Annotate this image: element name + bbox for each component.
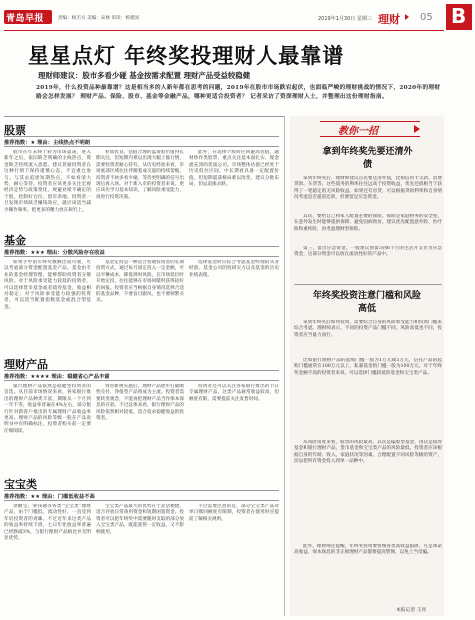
banner-arrow-icon xyxy=(414,125,420,133)
stock-title: 股票 xyxy=(4,124,26,137)
sidebar-heading-2: 年终奖投资注意门槛和风险高低 xyxy=(312,291,421,314)
sidebar-para-6: 从风险角度来看，股票的风险最高，其次是偏股型基金，再次是债券基金和银行理财产品，货币基金和宝宝类产品的风险最低。投资者应该根据自身的年龄、收入、家庭状况等因素，合理配置不同风险等级的资产，切忌把所有资金投入到单一品种中。 xyxy=(294,440,442,465)
right-margin xyxy=(447,34,475,620)
wealth-col-3: 投资者还可以关注各家银行推出的节日专属理财产品，这类产品通常收益较高，但额度有限，需要提前关注发售时间。 xyxy=(189,384,279,402)
editor-line: 责编：杨丕方 美编：宋林 审读：杨建国 xyxy=(58,16,140,21)
divider xyxy=(4,490,279,491)
sidebar-para-5: 比如银行理财产品的起购门槛一般为1万元或5万元，信托产品的起购门槛通常在100万元以上，私募基金的门槛一般为100万元。对于年终奖金额不高的投资者来说，可以选择门槛较低的基金和宝宝类产品。 xyxy=(294,358,442,376)
baobao-col-3: 不过需要注意的是，部分宝宝类产品对单日赎回额度有限制，投资者在使用时应提前了解相关规则。 xyxy=(189,504,279,522)
divider xyxy=(4,116,284,117)
page-number: 05 xyxy=(420,12,433,23)
sidebar-para-3: 第三，留出应急资金。一般建议预留3到6个月的生活开支作为应急资金，这部分资金可以放在流动性好的产品中。 xyxy=(294,246,442,258)
stock-col-3: 此外，在选择个股时应回避高估值、题材炒作类股票，重点关注基本面扎实、现金流充沛的优质公司。市场整体估值已经处于历史低位区间，中长期看具备一定配置价值，但短期震荡格局难以改变，建议分批布局，切忌追涨杀跌。 xyxy=(189,150,279,188)
stock-rating: 推荐指数：★ 理由：主线热点不明朗 xyxy=(4,140,91,146)
baobao-title: 宝宝类 xyxy=(4,478,37,491)
baobao-col-2: 宝宝类产品最大的优势在于灵活便捷，适合存放日常备用资金和短期闲置资金。投资者可以把年终奖中需要随时支取的部分放入宝宝类产品，既能获得一定收益，又不影响使用。 xyxy=(96,504,184,535)
section-name: 理财 xyxy=(378,13,400,26)
masthead xyxy=(0,0,475,32)
fund-rating: 推荐指数：★★★ 理由：分散风险存在收益 xyxy=(4,250,105,256)
subheadline: 理财师建议：股市多看少碰 基金按需求配置 理财产品受益较稳健 xyxy=(38,71,251,80)
divider xyxy=(4,256,279,257)
wealth-col-2: 资管新规实施后，理财产品逐步打破刚性兑付，净值型产品将成为主流。投资者需要转变观念，不能再把理财产品当作保本保息的存款。不过总体来看，银行理财产品的风险依然相对较低，适合追求稳健收益的投资者。 xyxy=(96,384,184,422)
divider xyxy=(4,500,279,501)
lede-paragraph: 2019年，什么投资品种最靠谱？这是相当多的人新年都在思考的问题，2019年在股市市场跌宕起伏，也面临严峻的理财挑战的情况下，2020年的理财路会怎样发展？ 理财产品、保险、股市、基金等金融产品，哪种更适合投资者？ 记者采访了资深理财人士，并整理出这份理财指南。 xyxy=(36,85,441,100)
baobao-col-1: 余额宝、零钱通等各类“宝宝类”理财产品，由于门槛低、流动性好，一直受到年轻投资者的青睐。不过近年来这类产品的收益率持续下滑，七日年化收益率普遍已经跌破3%，与银行理财产品相比并无明显优势。 xyxy=(4,504,91,542)
fund-col-2: 基金定投是一种适合普通投资者的长期投资方式，通过每月固定投入一定金额，可以平摊成本，降低择时风险。在市场低位时开始定投，往往能够在市场回暖时获得较好的回报。投资者应当根据自身情况选择合适的基金品种，不要盲目跟风，也不要频繁买卖。 xyxy=(96,260,184,304)
sidebar-byline: 本报记者 王亮 xyxy=(396,608,427,613)
banner-text: 教你一招 xyxy=(338,126,378,137)
divider xyxy=(4,136,279,137)
issue-date: 2019年1月30日 星期三 xyxy=(318,16,372,22)
fund-title: 基金 xyxy=(4,234,26,247)
tips-banner xyxy=(320,118,420,140)
logo-text: 青岛早报 xyxy=(6,14,45,24)
masthead-rule xyxy=(4,30,444,31)
divider xyxy=(4,146,279,147)
divider xyxy=(4,246,279,247)
main-headline: 星星点灯 年终奖投理财人最靠谱 xyxy=(28,44,345,68)
stock-col-2: 业绩优良、估值合理的蓝筹股仍值得长期关注，但短期内难以出现大幅上涨行情，需要投资者耐心持有。从历史经验来看，市场底部区域往往伴随着成交量的持续萎缩，投资者不妨多看少碰，等待更明确的信号出现后再入场。对于新入市的投资者来说，更应该先学习基本知识，了解风险承受能力，再进行投资决策。 xyxy=(96,150,184,200)
sidebar-para-7: 此外，理财师还提醒，年终奖投资要警惕各类高收益陷阱，凡是承诺高收益、保本保息的非正规理财产品都要提高警惕，以免上当受骗。 xyxy=(294,544,442,556)
divider xyxy=(294,284,442,285)
fund-col-1: 如果手中的年终奖数额比较可观，可以考虑部分资金配置基金产品。基金由专业的基金经理管理，能够帮助投资者分散风险。对于风险承受能力较低的投资者，可以选择货币基金或者债券基金，收益相对稳定；对于风险承受能力较强的投资者，可以适当配置指数基金或混合型基金。 xyxy=(4,260,91,310)
baobao-rating: 推荐指数：★★ 理由：门槛低收益不高 xyxy=(4,494,95,500)
edition-badge-letter: B xyxy=(451,4,467,28)
sidebar-para-2: 其次，要给自己和家人配置必要的保险。保险是家庭财务的安全垫，在意外发生时能够提供保障，避免因病致贫。建议优先配置意外险、医疗险和重疾险，再考虑理财型保险。 xyxy=(294,214,442,232)
fund-col-3: 选择基金时应综合考虑基金经理的从业经验、基金公司的投研实力以及基金的历史业绩表现。 xyxy=(189,260,279,278)
column-separator xyxy=(284,116,285,616)
divider xyxy=(4,380,279,381)
sidebar-para-1: 拿到年终奖后，理财师建议首先要还清外债，比如信用卡欠款、消费贷款、车贷等。这些债务的利率往往远高于投资收益，优先还债相当于获得了一笔稳定的无风险收益。如果还有房贷，可以根据贷款利率和自身情况考虑是否提前还款，但要留足应急资金。 xyxy=(294,176,442,201)
wealth-title: 理财产品 xyxy=(4,358,48,371)
wealth-rating: 推荐指数：★★★★ 理由：稳健省心产品丰富 xyxy=(4,374,110,380)
sidebar-para-4: 拿到年终奖后如何投资，需要结合自身的风险承受能力和投资门槛来综合考虑。理财师表示，不同的投资产品门槛不同、风险高低也不同，投资者应当量力而行。 xyxy=(294,320,442,338)
divider xyxy=(4,370,279,371)
wealth-col-1: 银行理财产品依然是稳健型投资者的首选。从目前市场情况来看，各家银行推出的理财产品种类丰富，期限从一个月到一年不等，收益率普遍在4%左右，部分银行针对新客户推出的专属理财产品收益率更高。理财产品的风险等级一般在产品说明书中有明确标注，投资者购买前一定要仔细阅读。 xyxy=(4,384,91,434)
stock-col-1: 股市在年末终于转为市场震荡，进入新年之后，依旧缺乏明确的主线热点，资金缺乏持续流入意愿。建议普通投资者在这种行情下保持谨慎心态，不宜重仓参与。与其去追逐短期热点，不如看清大势，耐心等待。投资者应该更多关注宏观经济走势与政策变化，规避业绩不确定的个股，控制好仓位，留有余地。投资者一旦发现市场缺乏赚钱效应，就应该适当减少操作频率，把更多的精力放在研究上。 xyxy=(4,150,91,213)
sidebar-heading-1: 拿到年终奖先要还清外债 xyxy=(322,147,413,170)
section-marker-icon xyxy=(405,14,409,20)
